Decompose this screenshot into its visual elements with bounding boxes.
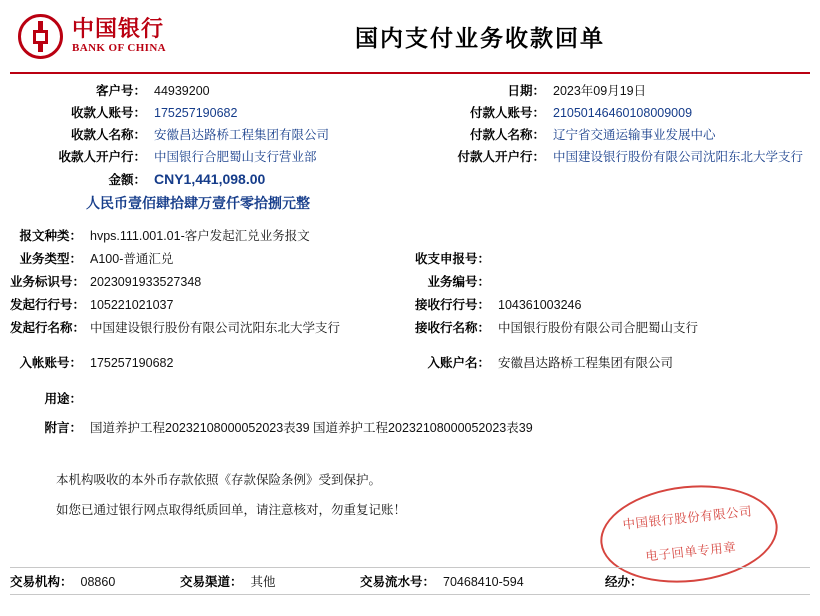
footer-cut-row [0, 598, 820, 616]
row-remark [10, 418, 810, 439]
msg-type-value: hvps.111.001.01-客户发起汇兑业务报文 [90, 229, 310, 243]
payer-account-value: 21050146460108009009 [553, 106, 693, 120]
trade-serial-value: 70468410-594 [443, 574, 524, 589]
row-amount [10, 168, 810, 191]
payee-name-value: 安徽昌达路桥工程集团有限公司 [154, 128, 330, 142]
trade-serial-field [360, 571, 605, 593]
footer-row [0, 569, 820, 594]
amount-in-words: 人民币壹佰肆拾肆万壹仟零拾捌元整 [86, 195, 310, 211]
row-customer-date [10, 80, 810, 102]
send-bank-name-field [10, 317, 410, 340]
operator-label: 经办： [605, 574, 643, 589]
payee-account-value: 175257190682 [154, 106, 238, 120]
biz-type-field [10, 248, 410, 271]
recv-bank-no-value: 104361003246 [498, 298, 582, 312]
payee-bank-label: 收款人开户行： [58, 150, 146, 164]
notice-line-1: 本机构吸收的本外币存款依照《存款保险条例》受到保护。 [56, 473, 382, 487]
document-header [0, 0, 820, 72]
trade-org-field [10, 571, 180, 593]
purpose-label: 用途： [44, 392, 82, 406]
biz-mark-label: 业务标识号： [10, 275, 86, 289]
payer-account-label: 付款人账号： [469, 106, 545, 120]
send-bank-name-value: 中国建设银行股份有限公司沈阳东北大学支行 [90, 321, 341, 335]
customer-no-label: 客户号： [95, 84, 146, 98]
message-detail-block [0, 215, 820, 340]
bank-name-en: BANK OF CHINA [72, 41, 167, 54]
notice-line-2: 如您已通过银行网点取得纸质回单，请注意核对，勿重复记账！ [56, 503, 407, 517]
payee-name-field [10, 124, 425, 146]
payer-bank-value: 中国建设银行股份有限公司沈阳东北大学支行 [553, 150, 804, 164]
trade-serial-label: 交易流水号： [360, 574, 436, 589]
customer-no-field [10, 80, 425, 102]
payee-account-label: 收款人账号： [70, 106, 146, 120]
msg-type-label: 报文种类： [19, 229, 82, 243]
recv-bank-name-field [410, 317, 810, 340]
boc-logo-icon [18, 14, 63, 59]
remark-label: 附言： [44, 421, 82, 435]
row-accounts [10, 102, 810, 124]
row-purpose [10, 389, 810, 410]
trade-channel-label: 交易渠道： [180, 574, 243, 589]
page-title: 国内支付业务收款回单 [355, 25, 605, 52]
payee-bank-field [10, 146, 425, 168]
payer-account-field [425, 102, 810, 124]
in-account-name-label: 入账户名： [427, 356, 490, 370]
in-account-field [10, 352, 410, 375]
notice-block [0, 439, 820, 525]
amount-value: CNY1,441,098.00 [154, 171, 266, 187]
send-bank-no-value: 105221021037 [90, 298, 174, 312]
footer-bottom-divider [10, 594, 810, 595]
row-biz-type [10, 248, 810, 271]
customer-no-value: 44939200 [154, 84, 210, 98]
payee-name-label: 收款人名称： [70, 128, 146, 142]
bank-name-cn: 中国银行 [72, 16, 165, 42]
recv-bank-name-value: 中国银行股份有限公司合肥蜀山支行 [498, 321, 699, 335]
biz-no-field [410, 271, 810, 294]
row-names [10, 124, 810, 146]
recv-bank-no-label: 接收行行号： [414, 298, 490, 312]
biz-type-label: 业务类型： [19, 252, 82, 266]
amount-field [10, 168, 425, 191]
biz-mark-value: 2023091933527348 [90, 275, 202, 289]
recv-bank-no-field [410, 294, 810, 317]
row-in-account [10, 352, 810, 375]
trade-channel-value: 其他 [250, 574, 276, 589]
in-account-name-value: 安徽昌达路桥工程集团有限公司 [498, 356, 674, 370]
income-expense-label: 收支申报号： [414, 252, 490, 266]
row-banks [10, 146, 810, 168]
row-bank-names [10, 317, 810, 340]
recv-bank-name-label: 接收行名称： [414, 321, 490, 335]
row-msg-type [10, 225, 810, 248]
send-bank-name-label: 发起行名称： [10, 321, 86, 335]
parties-block [0, 74, 820, 215]
bank-logo [18, 14, 278, 59]
biz-no-label: 业务编号： [427, 275, 490, 289]
credit-account-block [0, 340, 820, 375]
biz-type-value: A100-普通汇兑 [90, 252, 174, 266]
row-bank-nos [10, 294, 810, 317]
payer-name-field [425, 124, 810, 146]
purpose-block [0, 375, 820, 410]
date-value: 2023年09月19日 [553, 84, 647, 98]
trade-org-value: 08860 [80, 574, 116, 589]
in-account-label: 入帐账号： [19, 356, 82, 370]
msg-type-field [10, 225, 310, 248]
in-account-name-field [410, 352, 810, 375]
footer-top-divider [10, 567, 810, 568]
payer-name-value: 辽宁省交通运输事业发展中心 [553, 128, 716, 142]
bank-name-block [72, 18, 166, 55]
row-biz-ids [10, 271, 810, 294]
date-label: 日期： [507, 84, 545, 98]
amount-label: 金额： [108, 173, 146, 187]
remark-field [10, 418, 533, 439]
trade-channel-field [180, 571, 360, 593]
seal-line-1: 中国银行股份有限公司 [621, 503, 753, 532]
payee-account-field [10, 102, 425, 124]
remark-value: 国道养护工程20232108000052023表39 国道养护工程20232108000052023表39 [90, 421, 533, 435]
seal-line-2: 电子回单专用章 [644, 539, 737, 564]
date-field [425, 80, 810, 102]
payer-name-label: 付款人名称： [469, 128, 545, 142]
payee-bank-value: 中国银行合肥蜀山支行营业部 [154, 150, 317, 164]
income-expense-field [410, 248, 810, 271]
biz-mark-field [10, 271, 410, 294]
operator-field [605, 571, 651, 593]
send-bank-no-label: 发起行行号： [10, 298, 86, 312]
payer-bank-label: 付款人开户行： [457, 150, 545, 164]
send-bank-no-field [10, 294, 410, 317]
trade-org-label: 交易机构： [10, 574, 73, 589]
in-account-value: 175257190682 [90, 356, 174, 370]
payer-bank-field [425, 146, 810, 168]
remark-block [0, 410, 820, 439]
purpose-field [10, 389, 90, 410]
